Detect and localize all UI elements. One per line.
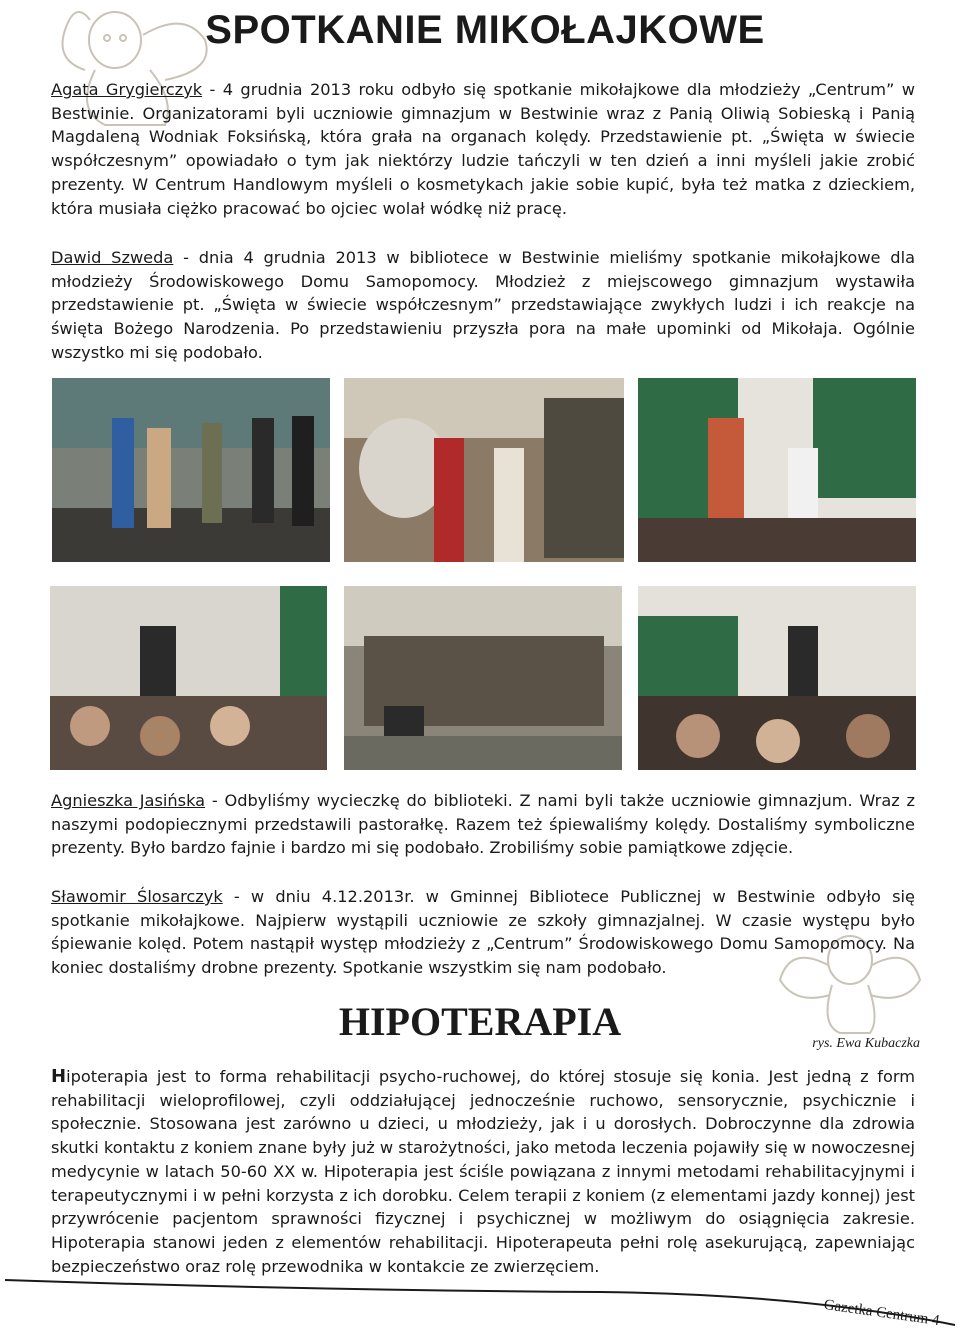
paragraph-agata-text: - 4 grudnia 2013 roku odbyło się spotkanie mikołajkowe dla młodzieży „Centrum” w Bestwinie. Organizatorami byli uczniowie gimnazjum w Bestwinie wraz z Panią Oliwią Sobieską i Panią Magdaleną Wodniak Foksińską, która grała na organach kolędy. Przedstawienie pt. „Święta w świecie współczesnym” opowiadało o tym jak niektórzy ludzie tańczyli w ten dzień a inni myśleli jakie zrobić prezenty. W Centrum Handlowym myśleli o kosmetykach jakie sobie kupić, była też matka z dzieckiem, która musiała ciężko pracować bo ojciec wolał wódkę niż pracę.	[51, 80, 915, 218]
paragraph-agnieszka-text: - Odbyliśmy wycieczkę do biblioteki. Z nami byli także uczniowie gimnazjum. Wraz z naszymi podopiecznymi przedstawili pastorałkę. Razem też śpiewaliśmy kolędy. Dostaliśmy symboliczne prezenty. Było bardzo fajnie i bardzo mi się podobało. Zrobiliśmy sobie pamiątkowe zdjęcie.	[51, 791, 915, 858]
footer-curve-line	[0, 1270, 960, 1332]
footer-label: Gazetka Centrum 4	[822, 1297, 941, 1330]
paragraph-agnieszka	[51, 789, 915, 860]
photo-audience-man	[50, 586, 327, 770]
photo-angel-and-santa	[344, 378, 624, 562]
author-agnieszka: Agnieszka Jasińska	[51, 791, 206, 810]
paragraph-agata	[51, 78, 915, 220]
photo-microphone-speaker	[638, 378, 916, 562]
photo-group-portrait	[344, 586, 622, 770]
author-slawomir: Sławomir Ślosarczyk	[51, 887, 223, 906]
illustration-credit: rys. Ewa Kubaczka	[812, 1036, 920, 1051]
paragraph-dawid	[51, 246, 915, 365]
author-agata: Agata Grygierczyk	[51, 80, 203, 99]
author-dawid: Dawid Szweda	[51, 248, 174, 267]
photo-audience-speaker	[638, 586, 916, 770]
article-title-hipoterapia: HIPOTERAPIA	[338, 999, 622, 1044]
photo-nativity-play	[52, 378, 330, 562]
paragraph-slawomir-text: - w dniu 4.12.2013r. w Gminnej Bibliotece Publicznej w Bestwinie odbyło się spotkanie mikołajkowe. Najpierw wystąpili uczniowie ze szkoły gimnazjalnej. W czasie występu było śpiewanie kolęd. Potem nastąpił występ młodzieży z „Centrum” Środowiskowego Domu Samopomocy. Na koniec dostaliśmy drobne prezenty. Spotkanie wszystkim się nam podobało.	[51, 887, 915, 978]
paragraph-dawid-text: - dnia 4 grudnia 2013 w bibliotece w Bestwinie mieliśmy spotkanie mikołajkowe dla młodzieży Środowiskowego Domu Samopomocy. Młodzież z miejscowego gimnazjum wystawiła przedstawienie pt. „Święta w świecie współczesnym” przedstawiające zwykłych ludzi i ich reakcje na święta Bożego Narodzenia. Po przedstawieniu przyszła pora na małe upominki od Mikołaja. Ogólnie wszystko mi się podobało.	[51, 248, 915, 362]
article-title-mikolajki: SPOTKANIE MIKOŁAJKOWE	[205, 8, 765, 52]
drop-letter: H	[51, 1066, 67, 1087]
paragraph-hipoterapia-text: ipoterapia jest to forma rehabilitacji psycho-ruchowej, do której stosuje się konia. Jest jedną z form rehabilitacji wieloprofilowej, czyli oddziałującej jednocześnie ruchowo, sensorycznie, psychicznie i społecznie. Stosowana jest zarówno u dzieci, u młodzieży, jak i u dorosłych. Dobroczynne dla zdrowia skutki kontaktu z koniem znane były już w starożytności, jako metoda leczenia pojawiły się w nowoczesnej medycynie w latach 50-60 XX w. Hipoterapia jest ściśle powiązana z innymi metodami rehabilitacyjnymi i terapeutycznymi i w pełni korzysta z ich dorobku. Celem terapii z koniem (z elementami jazdy konnej) jest przywrócenie pacjentom sprawności fizycznej i psychicznej w możliwym do osiągnięcia zakresie. Hipoterapia stanowi jeden z elementów rehabilitacji. Hipoterapeuta pełni rolę asekurującą, zapewniając bezpieczeństwo oraz rolę przewodnika w kontakcie ze zwierzęciem.	[51, 1067, 915, 1276]
paragraph-slawomir	[51, 885, 915, 980]
paragraph-hipoterapia	[51, 1065, 915, 1278]
